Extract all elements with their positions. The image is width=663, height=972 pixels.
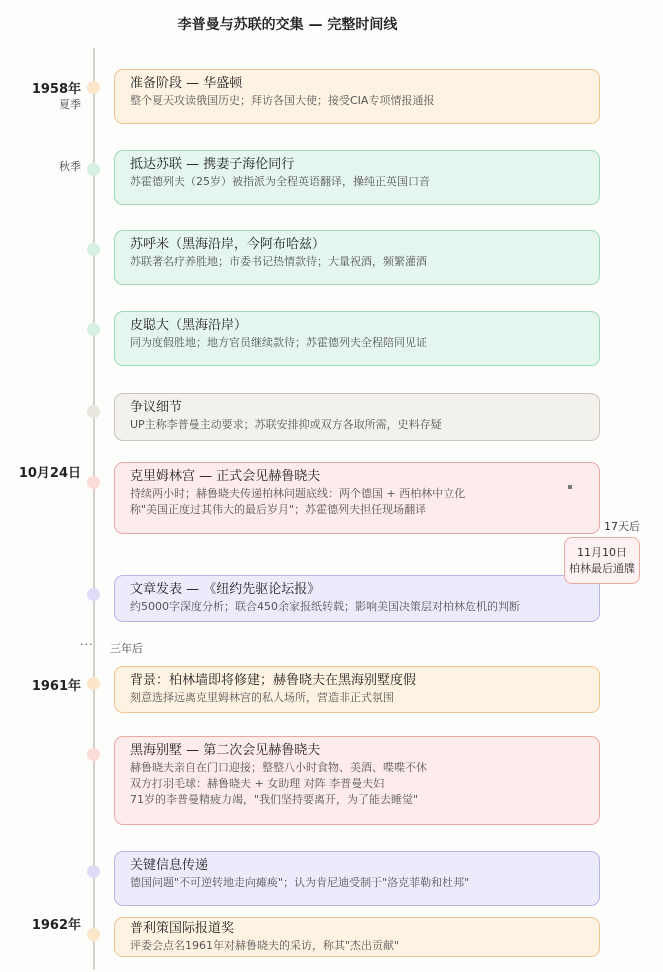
timeline-dot [87, 81, 100, 94]
year-label-1962: 1962年 [31, 918, 81, 933]
event-title: 文章发表 — 《纽约先驱论坛报》 [130, 582, 321, 597]
timeline-dot [87, 163, 100, 176]
event-title: 背景：柏林墙即将修建；赫鲁晓夫在黑海别墅度假 [130, 673, 417, 688]
timeline-dot [87, 476, 100, 489]
berlin-ultimatum-box [564, 537, 640, 584]
timeline-dot [87, 243, 100, 256]
timeline-dot [87, 748, 100, 761]
event-detail: 刻意选择远离克里姆林宫的私人场所，营造非正式氛围 [130, 691, 394, 704]
event-title: 黑海别墅 — 第二次会见赫鲁晓夫 [130, 743, 321, 758]
timeline-dot [87, 405, 100, 418]
season-label-autumn: 秋季 [59, 160, 81, 173]
event-card-black-sea-villa [114, 736, 600, 825]
event-detail: 苏联著名疗养胜地；市委书记热情款待；大量祝酒，频繁灌酒 [130, 255, 427, 268]
event-detail: 双方打羽毛球：赫鲁晓夫 + 女助理 对阵 李普曼夫妇 [130, 777, 385, 790]
timeline-dot [87, 865, 100, 878]
date-label-oct24: 10月24日 [18, 466, 81, 481]
season-label-summer: 夏季 [59, 98, 81, 111]
event-detail: 苏霍德列夫（25岁）被指派为全程英语翻译，操纯正英国口音 [130, 175, 430, 188]
event-title: 皮聪大（黑海沿岸） [130, 318, 248, 333]
event-detail: 评委会点名1961年对赫鲁晓夫的采访，称其"杰出贡献" [130, 939, 400, 952]
year-label-1958: 1958年 [31, 82, 81, 97]
timeline-ellipsis: ··· [80, 638, 94, 651]
event-card-background-1961 [114, 666, 600, 713]
event-card-preparation [114, 69, 600, 124]
timeline-dot [87, 588, 100, 601]
event-detail: UP主称李普曼主动要求；苏联安排抑或双方各取所需，史料存疑 [130, 418, 442, 431]
timeline-dot [87, 677, 100, 690]
event-title: 争议细节 [130, 400, 183, 415]
event-detail: 整个夏天攻读俄国历史；拜访各国大使；接受CIA专项情报通报 [130, 94, 435, 107]
event-card-pitsunda [114, 311, 600, 366]
event-detail: 71岁的李普曼精疲力竭，"我们坚持要离开，为了能去睡觉" [130, 793, 419, 806]
event-detail: 同为度假胜地；地方官员继续款待；苏霍德列夫全程陪同见证 [130, 336, 427, 349]
event-detail: 德国问题"不可逆转地走向瘫痪"；认为肯尼迪受制于"洛克菲勒和杜邦" [130, 876, 470, 889]
delay-label: 17天后 [604, 520, 640, 533]
event-title: 苏呼米（黑海沿岸，今阿布哈兹） [130, 237, 326, 252]
event-card-arrival [114, 150, 600, 205]
event-title: 普利策国际报道奖 [130, 921, 235, 936]
timeline-axis [93, 48, 95, 970]
ultimatum-caption: 柏林最后通牒 [569, 562, 635, 575]
ultimatum-date: 11月10日 [577, 546, 627, 559]
year-label-1961: 1961年 [31, 679, 81, 694]
event-card-key-message [114, 851, 600, 906]
event-detail: 赫鲁晓夫亲自在门口迎接；整整八小时食物、美酒、喋喋不休 [130, 761, 427, 774]
page-title: 李普曼与苏联的交集 — 完整时间线 [177, 17, 398, 33]
event-card-dispute [114, 393, 600, 441]
event-card-article [114, 575, 600, 622]
event-card-pulitzer [114, 917, 600, 957]
event-detail: 称"美国正度过其伟大的最后岁月"；苏霍德列夫担任现场翻译 [130, 503, 427, 516]
gap-label: 三年后 [110, 642, 143, 655]
event-card-sukhumi [114, 230, 600, 285]
timeline-dot [87, 323, 100, 336]
event-title: 抵达苏联 — 携妻子海伦同行 [130, 157, 295, 172]
annotation-marker [568, 485, 572, 489]
event-detail: 约5000字深度分析；联合450余家报纸转载；影响美国决策层对柏林危机的判断 [130, 600, 520, 613]
timeline-dot [87, 928, 100, 941]
event-detail: 持续两小时；赫鲁晓夫传递柏林问题底线：两个德国 + 西柏林中立化 [130, 487, 466, 500]
event-title: 克里姆林宫 — 正式会见赫鲁晓夫 [130, 469, 321, 484]
event-title: 关键信息传递 [130, 858, 209, 873]
event-card-kremlin-meeting [114, 462, 600, 534]
event-title: 准备阶段 — 华盛顿 [130, 76, 243, 91]
